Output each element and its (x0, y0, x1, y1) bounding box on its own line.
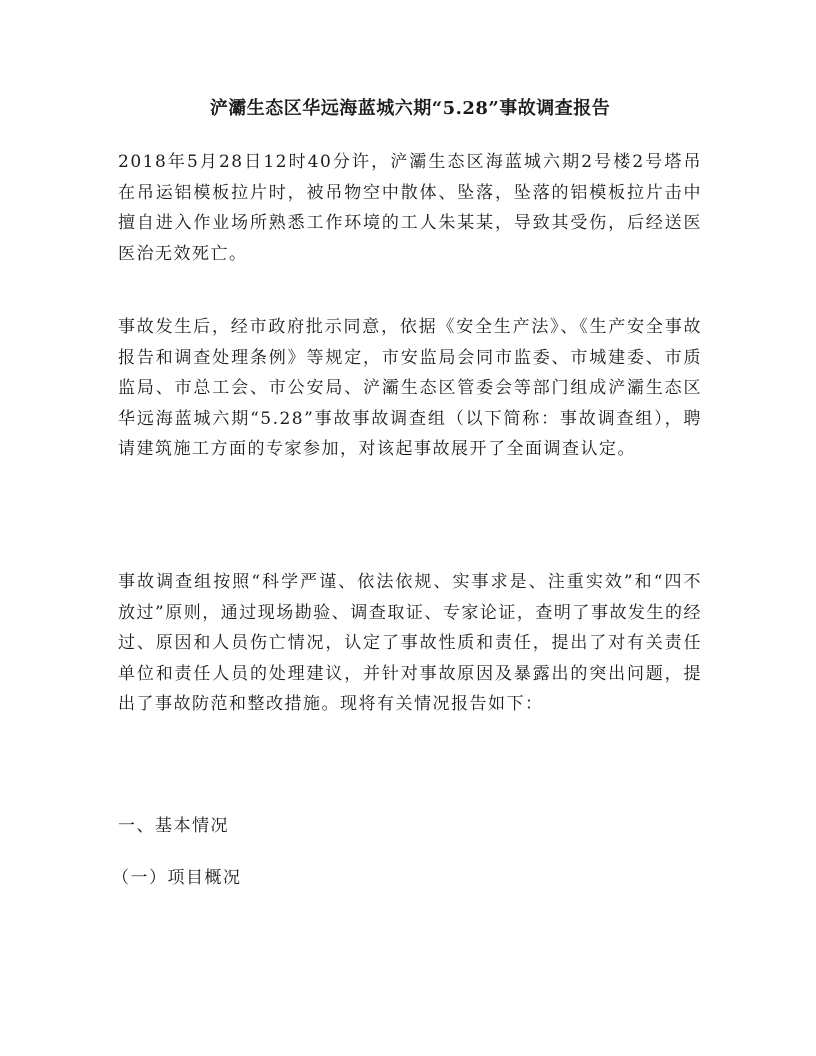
document-page (112, 0, 702, 1056)
section-heading: 一、基本情况 (118, 816, 229, 836)
paragraph-incident-summary: 2018年5月28日12时40分许，浐灞生态区海蓝城六期2号楼2号塔吊在吊运铝模板拉片时，被吊物空中散体、坠落，坠落的铝模板拉片击中擅自进入作业场所熟悉工作环境的工人朱某某，导致其受伤，后经送医医治无效死亡。 (118, 152, 702, 264)
paragraph-investigation-principles: 事故调查组按照“科学严谨、依法依规、实事求是、注重实效”和“四不放过”原则，通过现场勘验、调查取证、专家论证，查明了事故发生的经过、原因和人员伤亡情况，认定了事故性质和责任，提出了对有关责任单位和责任人员的处理建议，并针对事故原因及暴露出的突出问题，提出了事故防范和整改措施。现将有关情况报告如下： (118, 572, 702, 714)
paragraph-investigation-setup: 事故发生后，经市政府批示同意，依据《安全生产法》、《生产安全事故报告和调查处理条例》等规定，市安监局会同市监委、市城建委、市质监局、市总工会、市公安局、浐灞生态区管委会等部门组成浐灞生态区华远海蓝城六期“5.28”事故事故调查组（以下简称：事故调查组），聘请建筑施工方面的专家参加，对该起事故展开了全面调查认定。 (118, 317, 702, 459)
subsection-heading: （一）项目概况 (112, 868, 242, 888)
document-title: 浐灞生态区华远海蓝城六期“5.28”事故调查报告 (209, 98, 611, 119)
